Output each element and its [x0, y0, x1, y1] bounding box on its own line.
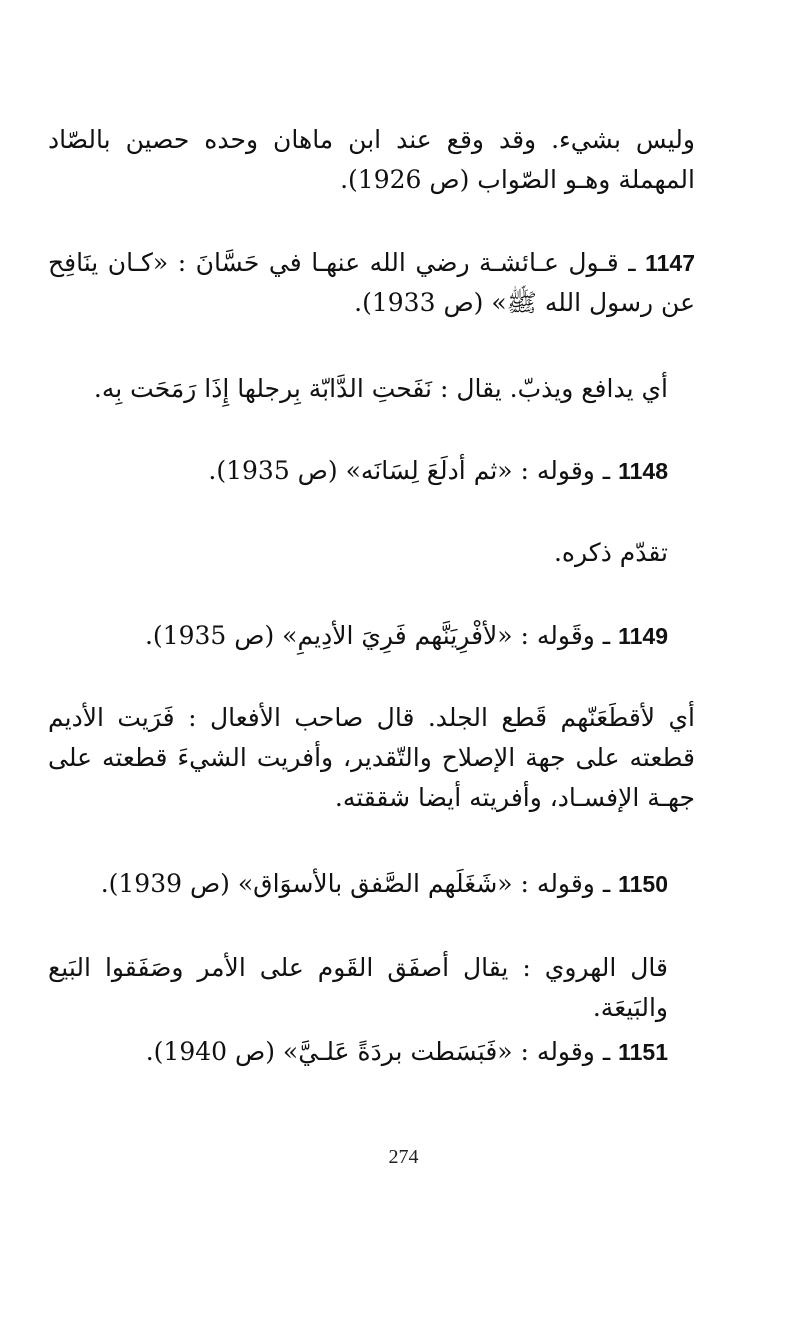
- entry-text: ـ وقوله : «فَبَسَطت بردَةً عَلـيَّ» (ص 1940).: [145, 1037, 611, 1066]
- paragraph-text: تقدّم ذكره.: [553, 538, 668, 567]
- paragraph-text: وليس بشيء. وقد وقع عند ابن ماهان وحده حصين بالصّاد المهملة وهـو الصّواب (ص 1926).: [48, 125, 695, 194]
- paragraph-text: أي يدافع ويذبّ. يقال : نَفَحتِ الدَّابّة بِرجلها إِذَا رَمَحَت بِه.: [93, 374, 668, 403]
- entry-text: ـ قـول عـائشـة رضي الله عنهـا في حَسَّانَ : «كـان ينَافِح عن رسول الله ﷺ» (ص 1933).: [48, 248, 695, 317]
- entry-1151: [48, 1032, 668, 1072]
- paragraph-continuation: [48, 120, 695, 200]
- paragraph-text: قال الهروي : يقال أصفَق القَوم على الأمر وصَفَقوا البَيع والبَيعَة.: [48, 953, 668, 1022]
- commentary-1148: [48, 533, 668, 573]
- commentary-1147: [48, 369, 668, 409]
- entry-1148: [48, 451, 668, 491]
- entry-1147: [48, 243, 695, 323]
- entry-text: ـ وقوله : «ثم أدلَعَ لِسَانَه» (ص 1935).: [208, 456, 611, 485]
- entry-number: 1147: [645, 250, 695, 276]
- page-number: 274: [388, 1146, 419, 1168]
- entry-text: ـ وقوله : «شَغَلَهم الصَّفق بالأسوَاق» (ص 1939).: [100, 869, 611, 898]
- entry-number: 1150: [618, 871, 668, 897]
- entry-number: 1151: [618, 1039, 668, 1065]
- entry-number: 1148: [618, 458, 668, 484]
- entry-1150: [48, 864, 668, 904]
- paragraph-text: أي لأقطَعَنّهم قَطع الجلد. قال صاحب الأفعال : فَرَيت الأديم قطعته على جهة الإصلاح والتّقدير، وأفريت الشيءَ قطعته على جهـة الإفسـاد، وأفريته أيضا شققته.: [48, 703, 695, 812]
- entry-number: 1149: [618, 623, 668, 649]
- entry-text: ـ وقَوله : «لأفْرِيَنَّهم فَرِيَ الأدِيمِ» (ص 1935).: [144, 621, 611, 650]
- entry-1149: [48, 616, 668, 656]
- commentary-1150: [48, 948, 668, 1028]
- commentary-1149: [48, 698, 695, 818]
